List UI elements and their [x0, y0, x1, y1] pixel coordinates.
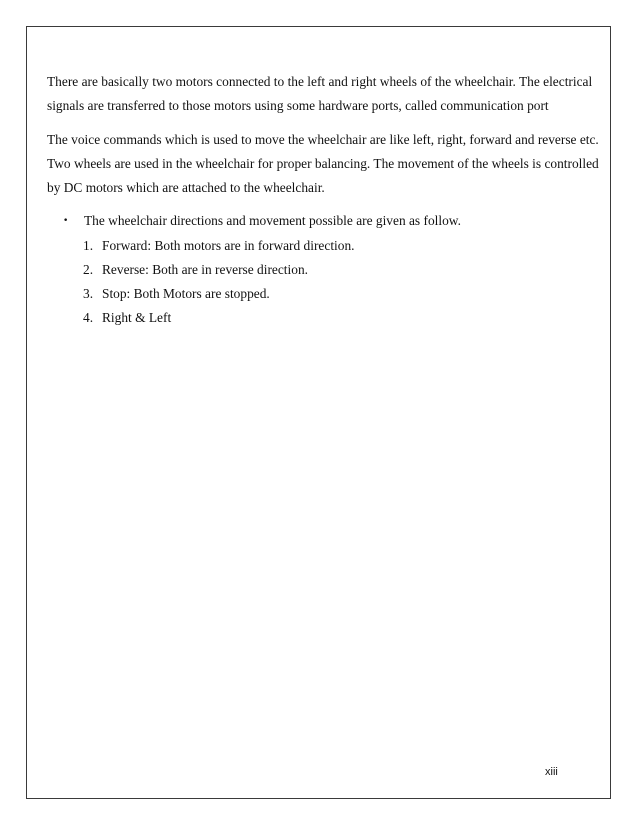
list-item: [47, 306, 577, 330]
paragraph-line: The voice commands which is used to move the wheelchair are like left, right, forward and reverse etc.: [47, 132, 599, 147]
bullet-icon: •: [63, 216, 69, 226]
paragraph-voice-commands: [47, 128, 599, 200]
list-number: 3.: [83, 286, 94, 301]
paragraph-line: signals are transferred to those motors using some hardware ports, called communication port: [47, 98, 549, 113]
list-number: 2.: [83, 262, 94, 277]
paragraph-motors: [47, 70, 593, 118]
list-item-text: Right & Left: [102, 310, 172, 325]
list-item: [47, 258, 577, 282]
page-content: [47, 70, 599, 330]
list-item-text: Reverse: Both are in reverse direction.: [102, 262, 308, 277]
list-item-text: Forward: Both motors are in forward direction.: [102, 238, 355, 253]
list-item: [47, 282, 577, 306]
list-number: 4.: [83, 310, 94, 325]
bullet-item: [47, 210, 577, 232]
paragraph-line: Two wheels are used in the wheelchair for proper balancing. The movement of the wheels is controlled: [47, 156, 599, 171]
list-number: 1.: [83, 238, 94, 253]
page-number: xiii: [545, 766, 558, 778]
bullet-text: The wheelchair directions and movement possible are given as follow.: [84, 213, 461, 228]
bullet-list: [47, 210, 577, 232]
paragraph-line: by DC motors which are attached to the wheelchair.: [47, 180, 325, 195]
list-item-text: Stop: Both Motors are stopped.: [102, 286, 270, 301]
numbered-list: [47, 234, 577, 330]
paragraph-line: There are basically two motors connected to the left and right wheels of the wheelchair. The electrical: [47, 74, 593, 89]
list-item: [47, 234, 577, 258]
